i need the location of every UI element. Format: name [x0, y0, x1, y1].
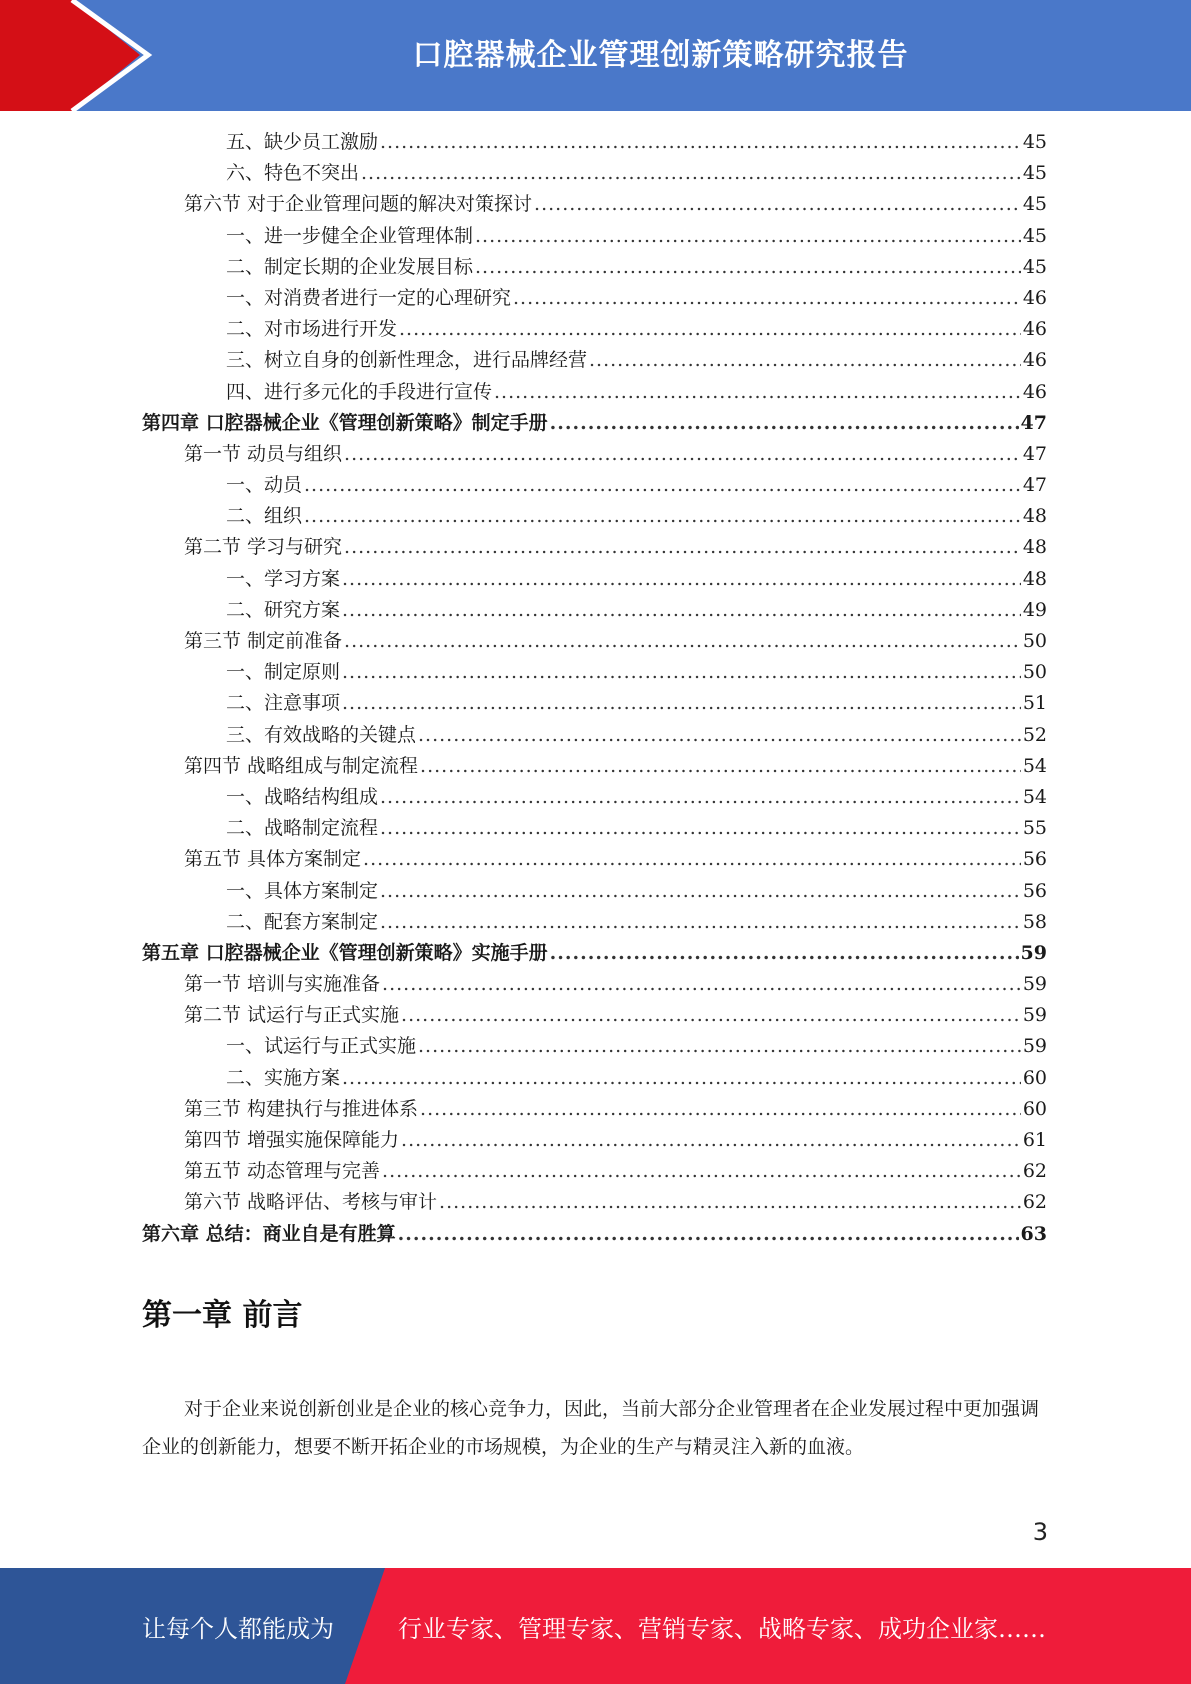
toc-leader-dots [550, 938, 1019, 969]
toc-entry[interactable] [142, 907, 1047, 938]
toc-entry-title: 第二节 学习与研究 [184, 536, 343, 559]
toc-leader-dots [304, 501, 1021, 532]
toc-leader-dots [420, 751, 1021, 782]
toc-leader-dots [475, 221, 1021, 252]
footer-slogan-right: 行业专家、管理专家、营销专家、战略专家、成功企业家…… [398, 1614, 1046, 1643]
toc-entry-page: 49 [1022, 598, 1047, 621]
toc-leader-dots [439, 1187, 1021, 1218]
toc-entry[interactable] [142, 1063, 1047, 1094]
toc-entry-title: 二、战略制定流程 [226, 817, 379, 840]
toc-entry-page: 60 [1022, 1097, 1047, 1120]
toc-entry[interactable] [142, 876, 1047, 907]
toc-entry-page: 46 [1022, 380, 1047, 403]
toc-entry-page: 52 [1022, 723, 1047, 746]
toc-entry-page: 63 [1020, 1222, 1047, 1245]
toc-leader-dots [494, 377, 1021, 408]
page-header [0, 0, 1191, 111]
toc-entry[interactable] [142, 1156, 1047, 1187]
toc-entry[interactable] [142, 688, 1047, 719]
toc-entry-page: 45 [1022, 162, 1047, 185]
toc-entry-title: 二、对市场进行开发 [226, 318, 398, 341]
toc-entry[interactable] [142, 813, 1047, 844]
toc-leader-dots [513, 283, 1021, 314]
toc-entry-page: 55 [1022, 817, 1047, 840]
table-of-contents [142, 127, 1047, 1250]
toc-entry[interactable] [142, 283, 1047, 314]
toc-entry-title: 三、有效战略的关键点 [226, 723, 417, 746]
toc-entry-page: 45 [1022, 131, 1047, 153]
toc-entry-title: 二、实施方案 [226, 1066, 341, 1089]
toc-leader-dots [401, 1125, 1021, 1156]
toc-entry[interactable] [142, 1219, 1047, 1250]
toc-entry[interactable] [142, 657, 1047, 688]
toc-leader-dots [304, 470, 1021, 501]
toc-leader-dots [399, 314, 1021, 345]
toc-entry-page: 59 [1022, 1004, 1047, 1027]
toc-entry-title: 一、试运行与正式实施 [226, 1035, 417, 1058]
toc-entry-page: 58 [1022, 910, 1047, 933]
toc-leader-dots [418, 720, 1021, 751]
page-number: 3 [1032, 1518, 1048, 1546]
toc-entry[interactable] [142, 532, 1047, 563]
toc-entry[interactable] [142, 189, 1047, 220]
toc-entry-page: 50 [1022, 630, 1047, 652]
header-title: 口腔器械企业管理创新策略研究报告 [412, 38, 909, 73]
toc-entry[interactable] [142, 408, 1047, 439]
toc-entry-title: 第五章 口腔器械企业《管理创新策略》实施手册 [142, 941, 548, 964]
toc-entry[interactable] [142, 1000, 1047, 1031]
toc-leader-dots [382, 1156, 1021, 1187]
toc-entry-title: 第一节 动员与组织 [184, 442, 343, 465]
toc-entry-title: 一、对消费者进行一定的心理研究 [226, 286, 512, 309]
toc-leader-dots [342, 564, 1021, 595]
toc-entry-page: 47 [1022, 442, 1047, 465]
toc-leader-dots [398, 1219, 1019, 1250]
toc-entry-page: 46 [1022, 349, 1047, 372]
toc-leader-dots [380, 127, 1021, 158]
toc-entry-title: 一、战略结构组成 [226, 785, 379, 808]
toc-entry-page: 45 [1022, 255, 1047, 278]
toc-entry-title: 一、动员 [226, 474, 303, 497]
toc-entry-page: 54 [1022, 754, 1047, 777]
toc-leader-dots [589, 345, 1021, 376]
toc-leader-dots [534, 189, 1021, 220]
toc-entry-page: 61 [1022, 1129, 1047, 1151]
toc-entry-title: 二、制定长期的企业发展目标 [226, 255, 474, 278]
toc-entry[interactable] [142, 470, 1047, 501]
toc-entry-title: 一、制定原则 [226, 661, 341, 684]
toc-entry-title: 一、学习方案 [226, 567, 341, 590]
toc-entry-title: 二、配套方案制定 [226, 910, 379, 933]
toc-entry-title: 一、具体方案制定 [226, 879, 379, 902]
toc-entry[interactable] [142, 1094, 1047, 1125]
toc-leader-dots [380, 876, 1021, 907]
toc-entry-page: 60 [1022, 1066, 1047, 1089]
toc-entry[interactable] [142, 564, 1047, 595]
toc-entry[interactable] [142, 720, 1047, 751]
toc-entry-title: 第四章 口腔器械企业《管理创新策略》制定手册 [142, 411, 548, 434]
toc-entry-page: 56 [1022, 848, 1047, 871]
toc-leader-dots [342, 595, 1021, 626]
toc-entry[interactable] [142, 782, 1047, 813]
body-paragraph: 对于企业来说创新创业是企业的核心竞争力，因此，当前大部分企业管理者在企业发展过程中更加强调企业的创新能力，想要不断开拓企业的市场规模，为企业的生产与精灵注入新的血液。 [142, 1398, 1040, 1458]
toc-leader-dots [380, 907, 1021, 938]
toc-entry-page: 47 [1020, 411, 1047, 434]
toc-leader-dots [342, 688, 1021, 719]
toc-leader-dots [418, 1031, 1021, 1062]
toc-entry-page: 45 [1022, 193, 1047, 216]
toc-entry[interactable] [142, 127, 1047, 158]
toc-leader-dots [382, 969, 1021, 1000]
toc-entry[interactable] [142, 751, 1047, 782]
toc-entry[interactable] [142, 1031, 1047, 1062]
chapter-title: 第一章 前言 [142, 1298, 303, 1333]
toc-leader-dots [475, 252, 1021, 283]
toc-entry[interactable] [142, 252, 1047, 283]
toc-leader-dots [550, 408, 1019, 439]
toc-entry-title: 第六节 对于企业管理问题的解决对策探讨 [184, 193, 533, 216]
toc-entry[interactable] [142, 439, 1047, 470]
toc-entry-page: 56 [1022, 879, 1047, 902]
toc-entry-page: 59 [1022, 973, 1047, 996]
toc-entry[interactable] [142, 345, 1047, 376]
toc-entry-title: 第三节 构建执行与推进体系 [184, 1097, 419, 1120]
toc-entry-page: 48 [1022, 567, 1047, 590]
toc-entry-page: 50 [1022, 661, 1047, 684]
toc-entry-title: 第六节 战略评估、考核与审计 [184, 1191, 438, 1214]
toc-entry-title: 第五节 具体方案制定 [184, 848, 362, 871]
footer-slogan-left: 让每个人都能成为 [142, 1614, 334, 1643]
toc-leader-dots [401, 1000, 1021, 1031]
toc-leader-dots [420, 1094, 1021, 1125]
toc-leader-dots [380, 813, 1021, 844]
toc-leader-dots [344, 626, 1021, 657]
toc-entry-page: 51 [1022, 692, 1047, 715]
toc-entry[interactable] [142, 844, 1047, 875]
toc-entry[interactable] [142, 1125, 1047, 1156]
toc-entry-page: 54 [1022, 785, 1047, 808]
toc-entry[interactable] [142, 501, 1047, 532]
toc-entry-title: 一、进一步健全企业管理体制 [226, 224, 474, 247]
toc-entry-title: 二、组织 [226, 505, 303, 528]
toc-entry-title: 三、树立自身的创新性理念，进行品牌经营 [226, 349, 588, 372]
toc-leader-dots [344, 532, 1021, 563]
toc-entry-title: 第五节 动态管理与完善 [184, 1160, 381, 1183]
toc-entry-title: 第四节 增强实施保障能力 [184, 1129, 400, 1151]
toc-entry-title: 第二节 试运行与正式实施 [184, 1004, 400, 1027]
toc-entry-page: 46 [1022, 286, 1047, 309]
toc-leader-dots [344, 439, 1021, 470]
toc-leader-dots [380, 782, 1021, 813]
toc-entry-page: 48 [1022, 505, 1047, 528]
toc-entry[interactable] [142, 314, 1047, 345]
toc-entry-title: 五、缺少员工激励 [226, 131, 379, 153]
toc-entry[interactable] [142, 595, 1047, 626]
toc-leader-dots [363, 844, 1021, 875]
toc-leader-dots [342, 657, 1021, 688]
toc-entry[interactable] [142, 938, 1047, 969]
toc-entry-title: 第六章 总结：商业自是有胜算 [142, 1222, 396, 1245]
toc-entry[interactable] [142, 158, 1047, 189]
toc-entry-page: 59 [1020, 941, 1047, 964]
toc-entry-page: 48 [1022, 536, 1047, 559]
toc-entry[interactable] [142, 969, 1047, 1000]
toc-entry[interactable] [142, 377, 1047, 408]
toc-entry-page: 46 [1022, 318, 1047, 341]
toc-entry-page: 62 [1022, 1191, 1047, 1214]
toc-entry-title: 二、注意事项 [226, 692, 341, 715]
toc-entry-title: 第一节 培训与实施准备 [184, 973, 381, 996]
toc-entry-title: 第四节 战略组成与制定流程 [184, 754, 419, 777]
toc-entry-title: 四、进行多元化的手段进行宣传 [226, 380, 493, 403]
toc-entry[interactable] [142, 1187, 1047, 1218]
toc-entry-page: 62 [1022, 1160, 1047, 1183]
toc-leader-dots [361, 158, 1021, 189]
toc-entry-page: 47 [1022, 474, 1047, 497]
toc-entry-page: 45 [1022, 224, 1047, 247]
toc-entry[interactable] [142, 221, 1047, 252]
toc-entry-title: 第三节 制定前准备 [184, 630, 343, 652]
page-footer [0, 1568, 1191, 1684]
toc-entry-title: 六、特色不突出 [226, 162, 360, 185]
toc-entry-page: 59 [1022, 1035, 1047, 1058]
toc-entry[interactable] [142, 626, 1047, 657]
toc-leader-dots [342, 1063, 1021, 1094]
toc-entry-title: 二、研究方案 [226, 598, 341, 621]
